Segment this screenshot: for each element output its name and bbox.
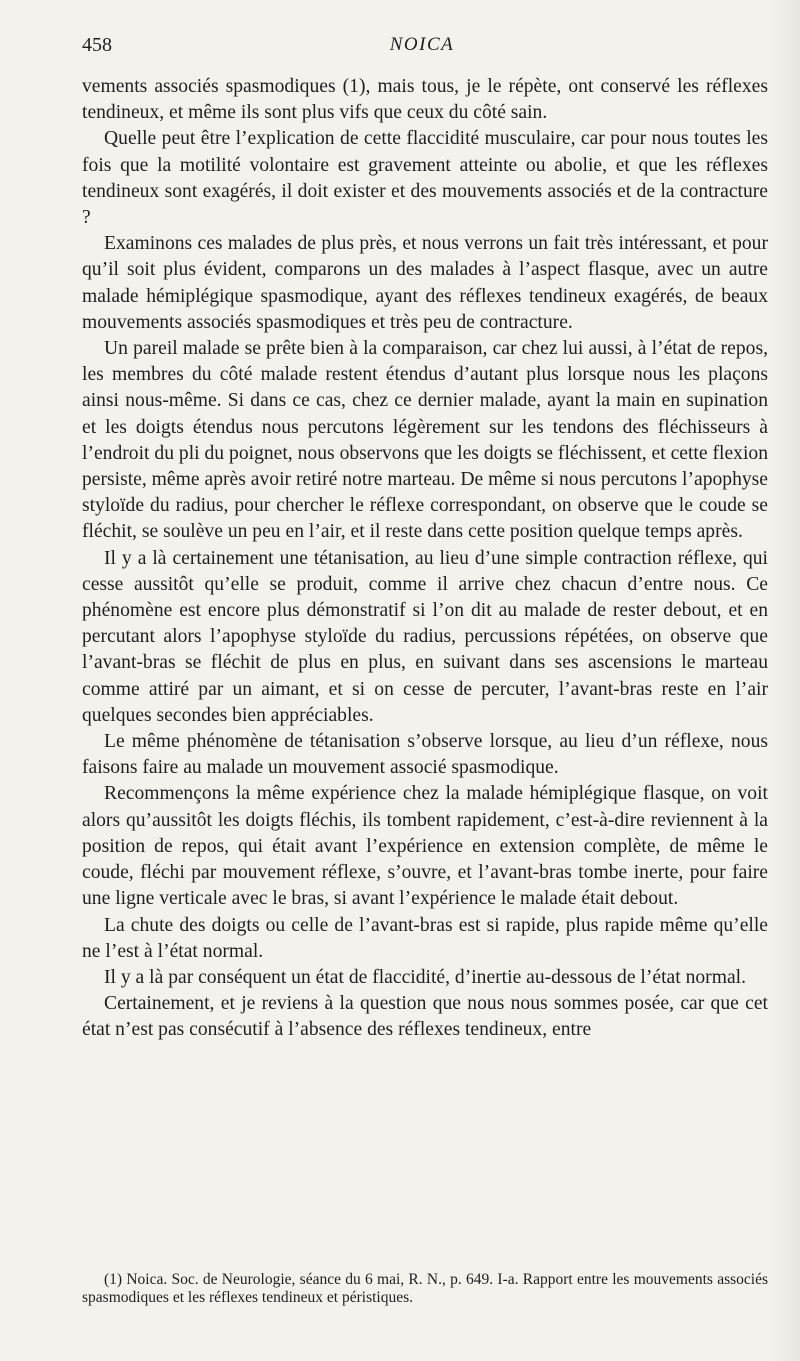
- paragraph: La chute des doigts ou celle de l’avant-bras est si rapide, plus rapide même qu’elle ne l’est à l’état normal.: [82, 914, 768, 962]
- running-title: NOICA: [389, 34, 455, 55]
- footnote: [82, 1271, 768, 1307]
- paragraph: Il y a là par conséquent un état de flaccidité, d’inertie au-dessous de l’état normal.: [104, 966, 746, 988]
- page-number: 458: [82, 34, 112, 56]
- paragraph: Un pareil malade se prête bien à la comparaison, car chez lui aussi, à l’état de repos, les membres du côté malade restent étendus d’autant plus lorsque nous les plaçons ainsi nous-même. Si dans ce cas, chez ce dernier malade, ayant la main en supination et les doigts étendus nous percutons légèrement sur les tendons des fléchisseurs à l’endroit du pli du poignet, nous observons que les doigts se fléchissent, et cette flexion persiste, même après avoir retiré notre marteau. De même si nous percutons l’apophyse styloïde du radius, pour chercher le réflexe correspondant, on observe que le coude se fléchit, se soulève un peu en l’air, et il reste dans cette position quelque temps après.: [82, 338, 768, 543]
- body-text: [82, 74, 768, 1044]
- paragraph: vements associés spasmodiques (1), mais tous, je le répète, ont conservé les réflexes tendineux, et même ils sont plus vifs que ceux du côté sain.: [82, 76, 768, 124]
- page-header: [82, 34, 762, 62]
- footnote-text: (1) Noica. Soc. de Neurologie, séance du 6 mai, R. N., p. 649. I-a. Rapport entre les mouvements associés spasmodiques et les réflexes tendineux et péristiques.: [82, 1271, 768, 1306]
- paragraph: Examinons ces malades de plus près, et nous verrons un fait très intéressant, et pour qu’il soit plus évident, comparons un des malades à l’aspect flasque, avec un autre malade hémiplégique spasmodique, ayant des réflexes tendineux exagérés, de beaux mouvements associés spasmodiques et très peu de contracture.: [82, 233, 768, 333]
- paragraph: Recommençons la même expérience chez la malade hémiplégique flasque, on voit alors qu’aussitôt les doigts fléchis, ils tombent rapidement, c’est-à-dire reviennent à la position de repos, qui était avant l’expérience en extension complète, de même le coude, fléchi par mouvement réflexe, s’ouvre, et l’avant-bras tombe inerte, pour faire une ligne verticale avec le bras, si avant l’expérience le malade était debout.: [82, 783, 768, 910]
- page-edge-shadow: [770, 0, 800, 1361]
- paragraph: Le même phénomène de tétanisation s’observe lorsque, au lieu d’un réflexe, nous faisons faire au malade un mouvement associé spasmodique.: [82, 731, 768, 779]
- paragraph: Il y a là certainement une tétanisation, au lieu d’une simple contraction réflexe, qui cesse aussitôt qu’elle se produit, comme il arrive chez chacun d’entre nous. Ce phénomène est encore plus démonstratif si l’on dit au malade de rester debout, et en percutant alors l’apophyse styloïde du radius, percussions répétées, on observe que l’avant-bras se fléchit de plus en plus, en suivant dans ses ascensions le marteau comme attiré par un aimant, et si on cesse de percuter, l’avant-bras reste en l’air quelques secondes bien appréciables.: [82, 547, 768, 726]
- paragraph: Certainement, et je reviens à la question que nous nous sommes posée, car que cet état n’est pas consécutif à l’absence des réflexes tendineux, entre: [82, 993, 768, 1041]
- paragraph: Quelle peut être l’explication de cette flaccidité musculaire, car pour nous toutes les fois que la motilité volontaire est gravement atteinte ou abolie, et que les réflexes tendineux sont exagérés, il doit exister et des mouvements associés et de la contracture ?: [82, 128, 768, 229]
